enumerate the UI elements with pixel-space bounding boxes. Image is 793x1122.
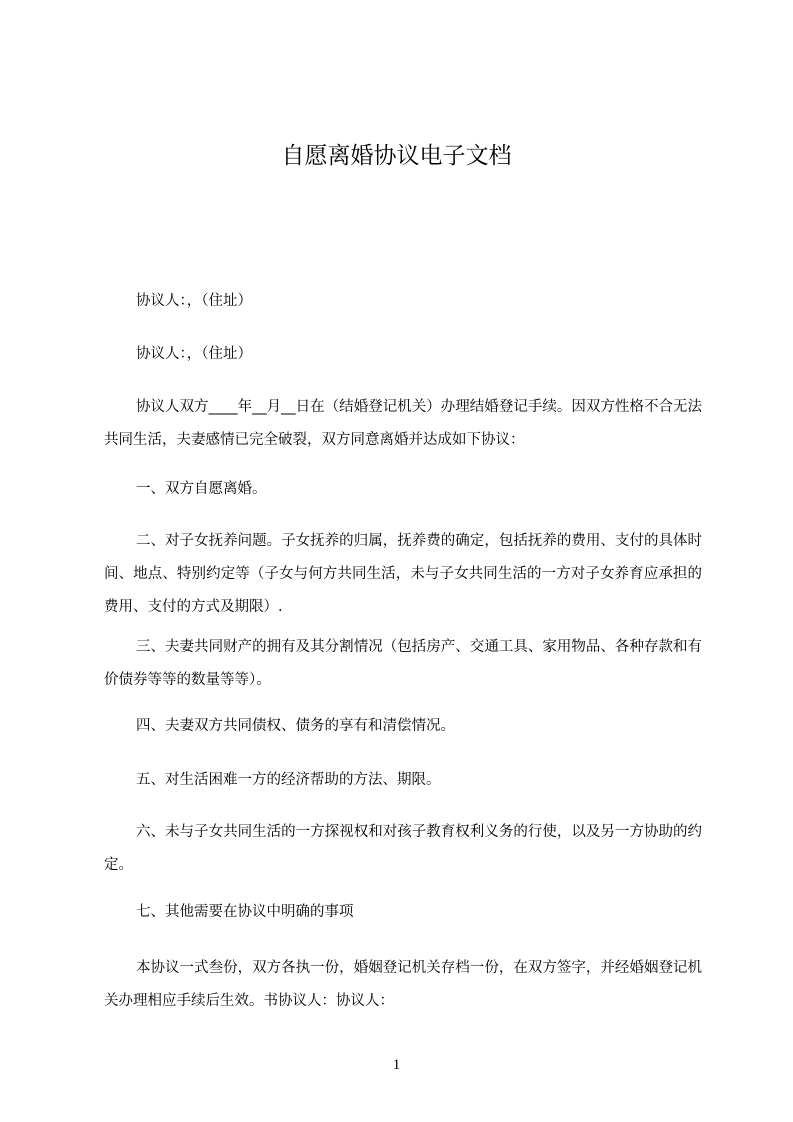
party-line-1: 协议人：，（住址） (136, 293, 252, 309)
document-title: 自愿离婚协议电子文档 (281, 143, 512, 169)
clause-7: 七、其他需要在协议中明确的事项 (136, 904, 354, 920)
clause-1: 一、双方自愿离婚。 (136, 481, 267, 497)
closing-paragraph: 本协议一式叁份，双方各执一份，婚姻登记机关存档一份，在双方签字，并经婚姻登记机关办理相应手续后生效。书协议人：协议人： (104, 960, 702, 1009)
page-number: 1 (392, 1057, 401, 1073)
intro-paragraph: 协议人双方____年__月__日在（结婚登记机关）办理结婚登记手续。因双方性格不合无法共同生活，夫妻感情已完全破裂，双方同意离婚并达成如下协议： (104, 399, 702, 448)
clause-2: 二、对子女抚养问题。子女抚养的归属，抚养费的确定，包括抚养的费用、支付的具体时间、地点、特别约定等（子女与何方共同生活，未与子女共同生活的一方对子女养育应承担的费用、支付的方式及期限）. (104, 533, 702, 615)
party-line-2: 协议人：，（住址） (136, 346, 252, 362)
clause-3: 三、夫妻共同财产的拥有及其分割情况（包括房产、交通工具、家用物品、各种存款和有价债券等等的数量等等）。 (104, 639, 702, 688)
clause-4: 四、夫妻双方共同债权、债务的享有和清偿情况。 (136, 718, 455, 734)
clause-5: 五、对生活困难一方的经济帮助的方法、期限。 (136, 772, 441, 788)
clause-6: 六、未与子女共同生活的一方探视权和对孩子教育权利义务的行使，以及另一方协助的约定。 (104, 824, 702, 873)
